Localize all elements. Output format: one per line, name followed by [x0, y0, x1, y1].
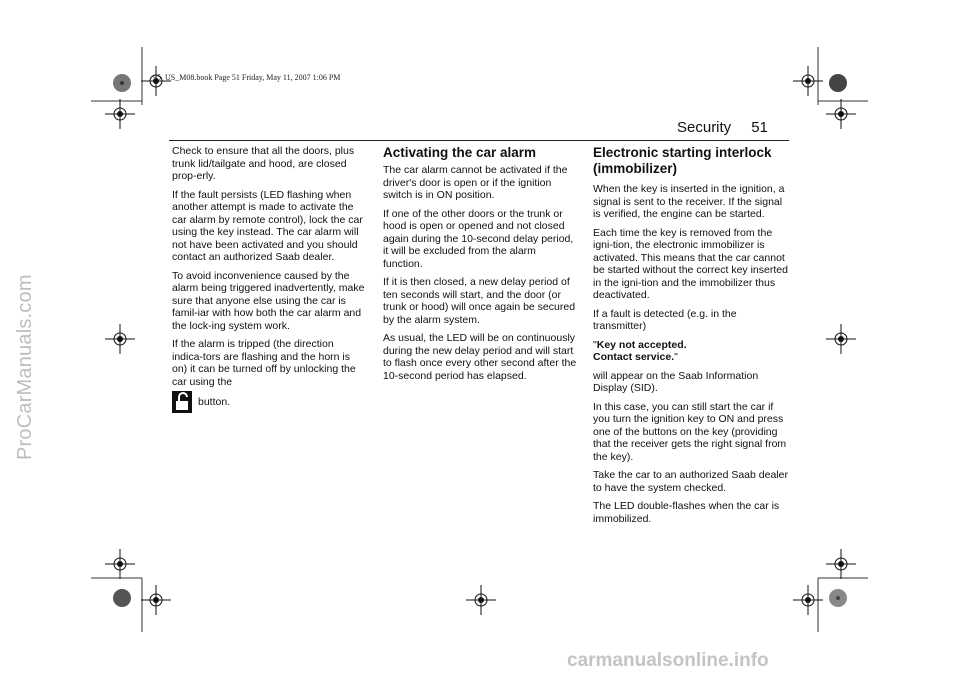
- paragraph: In this case, you can still start the car if you turn the ignition key to ON and press one of the buttons on the key (providing that the receiver gets the right signal from the key).: [593, 400, 787, 463]
- paragraph: will appear on the Saab Information Display (SID).: [593, 369, 759, 394]
- column-1: [172, 145, 367, 413]
- registration-mark-icon: [141, 585, 171, 615]
- registration-mark-icon: [793, 585, 823, 615]
- column-3: [593, 145, 791, 531]
- paragraph: To avoid inconvenience caused by the alarm being triggered inadvertently, make sure that anyone else using the car is famil-iar with how both the car alarm and the lock-ing system work.: [172, 269, 365, 332]
- density-dot-icon: [111, 72, 133, 94]
- paragraph: If one of the other doors or the trunk or hood is open or opened and not closed again during the 10-second delay period, it will be excluded from the alarm function.: [383, 207, 574, 270]
- registration-mark-icon: [826, 324, 856, 354]
- paragraph: Take the car to an authorized Saab dealer to have the system checked.: [593, 469, 788, 494]
- bottom-watermark: carmanualsonline.info: [567, 650, 769, 671]
- section-heading: Activating the car alarm: [383, 145, 537, 160]
- message-line-1: Key not accepted.: [596, 338, 687, 351]
- side-watermark: ProCarManuals.com: [14, 274, 36, 460]
- registration-mark-icon: [826, 549, 856, 579]
- registration-mark-icon: [105, 99, 135, 129]
- registration-mark-icon: [793, 66, 823, 96]
- paragraph: If the alarm is tripped (the direction indica-tors are flashing and the horn is on) it can be turned off by unlocking the car using the: [172, 338, 356, 388]
- quote-mark: ": [593, 338, 597, 351]
- print-header: 95_US_M08.book Page 51 Friday, May 11, 2007 1:06 PM: [153, 73, 341, 82]
- paragraph: Each time the key is removed from the igni-tion, the electronic immobilizer is activated. This means that the car cannot be started without the correct key inserted in the igni-tion and the immobilizer thus deactivated.: [593, 226, 788, 301]
- paragraph: Check to ensure that all the doors, plus trunk lid/tailgate and hood, are closed prop-erly.: [172, 145, 355, 182]
- paragraph: The car alarm cannot be activated if the driver's door is open or if the ignition switch is in ON position.: [383, 164, 568, 201]
- display-message: [593, 339, 791, 364]
- section-title: Security: [677, 119, 732, 136]
- page-header: [677, 119, 768, 136]
- section-heading: Electronic starting interlock (immobilizer): [593, 145, 772, 176]
- density-dot-icon: [827, 587, 849, 609]
- density-dot-icon: [827, 72, 849, 94]
- paragraph: If a fault is detected (e.g. in the transmitter): [593, 307, 737, 332]
- paragraph: If it is then closed, a new delay period of ten seconds will start, and the door (or trunk or hood) will once again be secured by the alarm system.: [383, 276, 576, 326]
- paragraph: As usual, the LED will be on continuously during the new delay period and will start to flash once every other second after the 10-second period has elapsed.: [383, 332, 577, 382]
- paragraph: If the fault persists (LED flashing when another attempt is made to activate the car alarm by remote control), lock the car using the key instead. The car alarm will not have been activated and you should contact an authorized Saab dealer.: [172, 188, 363, 263]
- density-dot-icon: [111, 587, 133, 609]
- message-line-2: Contact service.: [593, 351, 675, 363]
- registration-mark-icon: [466, 585, 496, 615]
- paragraph: When the key is inserted in the ignition, a signal is sent to the receiver. If the signal is verified, the engine can be started.: [593, 183, 785, 220]
- column-2: [383, 145, 577, 388]
- unlock-button-line: [172, 391, 367, 413]
- registration-mark-icon: [105, 549, 135, 579]
- button-word: button.: [198, 395, 231, 408]
- header-rule: [169, 140, 789, 141]
- page-number: 51: [751, 119, 768, 136]
- registration-mark-icon: [826, 99, 856, 129]
- registration-mark-icon: [105, 324, 135, 354]
- unlock-icon: [172, 391, 192, 413]
- quote-mark: ": [674, 351, 678, 363]
- paragraph: The LED double-flashes when the car is immobilized.: [593, 500, 780, 525]
